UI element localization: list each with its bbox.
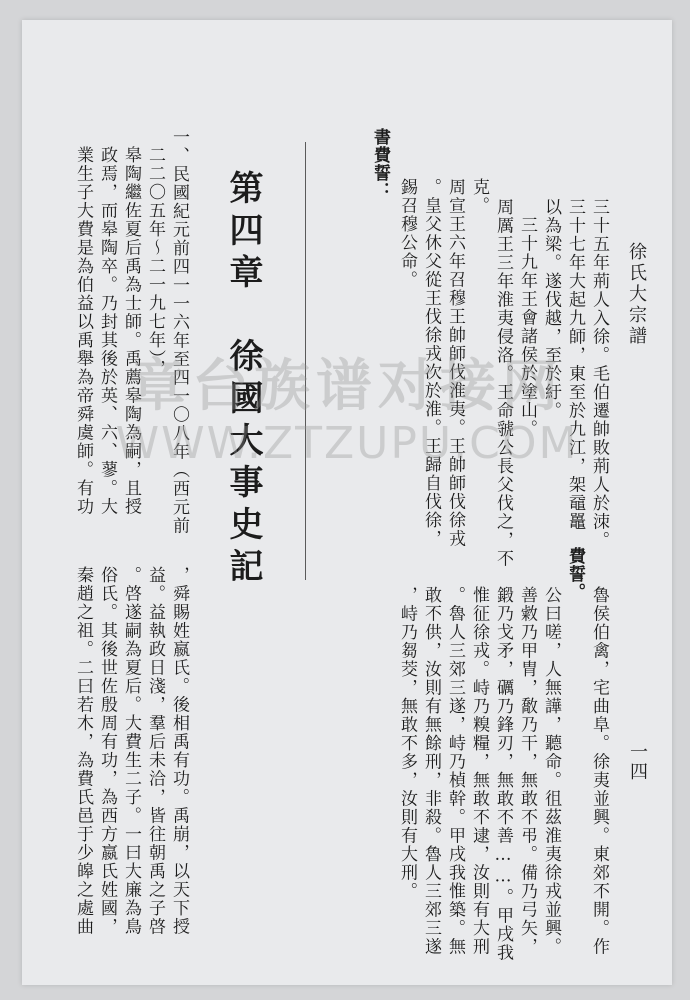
bottom-right-line-2: 費誓。 — [565, 547, 585, 601]
left-line-8: 。啓遂嗣為夏后。大費生二子。一曰大廉為鳥 — [121, 566, 141, 936]
left-line-3: 皋陶繼佐夏后禹為士師。禹薦皋陶為嗣，且授 — [121, 146, 141, 516]
top-line-3: 以為梁。遂伐越，至於紆。 — [541, 198, 561, 420]
bottom-right-line-6: 惟征徐戎。峙乃糗糧，無敢不逮，汝則有大刑 — [469, 586, 489, 956]
left-line-2: 二二〇五年～二一九七年）， — [145, 146, 165, 378]
left-line-5: 業生子大費是為伯益以禹舉為帝舜虞師。有功 — [73, 146, 93, 516]
note-label-shu-feishi: 書費誓： — [370, 128, 390, 200]
top-line-1: 三十五年荊人入徐。毛伯遷帥敗荊人於洓。 — [589, 198, 609, 550]
book-page — [22, 20, 672, 985]
top-line-5: 周厲王三年淮夷侵洛。王命虢公長父伐之，不 — [493, 198, 513, 568]
left-line-9: 俗氏。其後世佐殷周有功，為西方嬴氏姓國， — [97, 566, 117, 936]
page-number: 一四 — [627, 742, 648, 782]
watermark-chinese: 章台族谱对接网 — [130, 354, 564, 419]
bottom-right-line-1: 魯侯伯禽，宅曲阜。徐夷並興。東郊不開。作 — [589, 586, 609, 956]
top-line-7: 周宣王六年召穆王帥師伐淮夷。王帥師伐徐戎 — [445, 178, 465, 548]
bottom-right-line-4: 善敹乃甲胄，敿乃干，無敢不弔。備乃弓矢， — [517, 586, 537, 956]
bottom-right-line-3: 公曰嗟，人無譁，聽命。徂茲淮夷徐戎並興。 — [541, 586, 561, 956]
top-line-8: 。皇父休父從王伐徐戎次於淮。王歸自伐徐， — [421, 178, 441, 548]
left-line-7: 益。益執政日淺，羣后未洽，皆往朝禹之子啓 — [145, 566, 165, 936]
chapter-heading: 第四章 徐國大事史記 — [223, 170, 263, 590]
left-line-10: 秦趙之祖。二曰若木，為費氏邑于少皞之處曲 — [73, 566, 93, 936]
top-line-6: 克。 — [469, 178, 489, 215]
section-divider — [305, 142, 306, 580]
top-line-9: 錫召穆公命。 — [397, 178, 417, 289]
bottom-right-line-5: 鍛乃戈矛，礪乃鋒刃，無敢不善……。甲戌我 — [493, 586, 513, 962]
watermark-url: WWW.ZTZUPU.COM — [115, 418, 579, 469]
top-line-2: 三十七年大起九師，東至於九江，架黿鼉 — [565, 198, 585, 531]
left-line-4: 政焉，而皋陶卒。乃封其後於英、六、蓼。大 — [97, 146, 117, 516]
bottom-right-line-8: 敢不供，汝則有無餘刑，非殺。魯人三郊三遂 — [421, 586, 441, 956]
book-title: 徐氏大宗譜 — [626, 242, 647, 347]
left-line-6: ，舜賜姓嬴氏。後相禹有功。禹崩，以天下授 — [169, 566, 189, 936]
top-line-4: 三十九年王會諸侯於塗山。 — [517, 216, 537, 438]
bottom-right-line-7: 。魯人三郊三遂，峙乃楨幹。甲戌我惟築。無 — [445, 586, 465, 956]
bottom-right-line-9: ，峙乃芻茭，無敢不多，汝則有大刑。 — [397, 586, 417, 901]
left-line-1: 一、民國紀元前四一一六年至四一〇八年（西元前 — [169, 128, 189, 535]
